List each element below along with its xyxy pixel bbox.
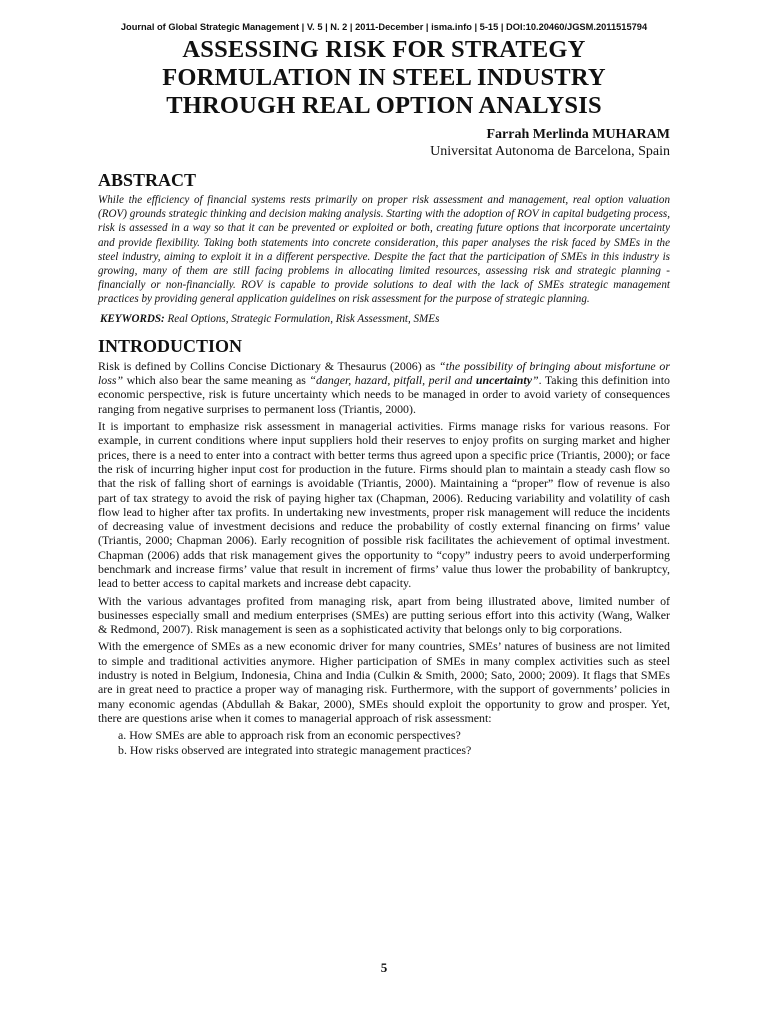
intro-paragraph-4: With the emergence of SMEs as a new economic driver for many countries, SMEs’ natures of business are not limited to simple and traditional activities anymore. Higher participation of SMEs in many complex activities such as steel industry is noted in Belgium, Indonesia, China and India (Culkin & Smith, 2000; Sato, 2000; 2009). It flags that SMEs are in great need to practice a proper way of managing risk. Furthermore, with the support of governments’ policies in many economic agendas (Abdullah & Bakar, 2000), SMEs should exploit the opportunity to grow and prosper. Yet, there are questions arise when it comes to managerial approach of risk assessment: (98, 639, 670, 725)
keywords-text: Real Options, Strategic Formulation, Risk Assessment, SMEs (164, 312, 440, 325)
author-affiliation: Universitat Autonoma de Barcelona, Spain (430, 144, 670, 159)
keywords-label: KEYWORDS: (100, 312, 165, 325)
introduction-heading: INTRODUCTION (98, 335, 243, 356)
intro-paragraph-3: With the various advantages profited from managing risk, apart from being illustrated above, limited number of businesses especially small and medium enterprises (SMEs) are putting serious effort into this activity (Wang, Walker & Redmond, 2007). Risk management is seen as a sophisticated activity that belongs only to big corporations. (98, 593, 670, 637)
title-line: ASSESSING RISK FOR STRATEGY (182, 36, 586, 63)
keywords (98, 312, 670, 326)
research-questions (98, 728, 670, 757)
author-name: Farrah Merlinda MUHARAM (486, 127, 670, 142)
quote-emphasis: uncertainty (475, 373, 532, 388)
paper-page (98, 22, 670, 757)
abstract-text: While the efficiency of financial systems rests primarily on proper risk assessment and management, real option valuation (ROV) grounds strategic thinking and decision making analysis. Starting with the adoption of ROV in capital budgeting process, risk is assessed in a way so that it can be prevented or exploited or both, creating future options that incorporate uncertainty and provide flexibility. Taking both statements into concrete consideration, this paper analyses the risk faced by SMEs in the steel industry, aiming to exploit it in a different perspective. Despite the fact that the participation of SMEs in this industry is growing, many of them are still facing problems in allocating limited resources, assessing risk and strategic planning - financially or non-financially. ROV is capable to provide solutions to deal with the lack of SMEs strategic management practices by providing general application guidelines on risk assessment for the purpose of strategic planning. (98, 194, 670, 306)
title-line: THROUGH REAL OPTION ANALYSIS (166, 92, 602, 119)
quote-end: ” (532, 373, 539, 388)
list-item: b. How risks observed are integrated into strategic management practices? (118, 742, 472, 757)
journal-header: Journal of Global Strategic Management | V. 5 | N. 2 | 2011-December | isma.info | 5-15 | DOI:10.20460/JGSM.2011515794 (120, 22, 648, 32)
intro-paragraph-1 (98, 359, 670, 416)
paper-title (98, 36, 670, 120)
intro-paragraph-2: It is important to emphasize risk assessment in managerial activities. Firms manage risks for various reasons. For example, in current conditions where input suppliers hold their reserves to enjoy profits on surging market and higher prices, there is a need to enter into a contract with better terms thus agreed upon a specific price (Triantis, 2000); or face the risk of incurring higher input cost for production in the future. Firms should plan to maintain a steady cash flow so that the risk of falling short of earnings is avoidable (Triantis, 2000). Maintaining a “proper” flow of revenue is also part of tax strategy to avoid the risk of paying higher tax (Chapman, 2006). Reducing variability and volatility of cash flow lead to higher after tax profits. In undertaking new investments, proper risk management will reduce the incidents of decreasing value of investment decisions and reduce the probability of costly external financing on firms’ value (Triantis, 2000; Chapman 2006). Early recognition of possible risk facilitates the achievement of optimal investment. Chapman (2006) adds that risk management gives the opportunity to “copy” industry peers to avoid underperforming benchmark and increase firms’ value that result in increment of firms’ value thus lower the probability of bankruptcy, lead to better access to capital markets and increase debt capacity. (98, 419, 670, 591)
text-span: . Taking this definition into economic perspective, risk is future uncertainty which needs to be managed in order to avoid variety of consequences ranging from negative surprises to permanent loss (Triantis, 2000). (98, 373, 670, 416)
list-item: a. How SMEs are able to approach risk from an economic perspectives? (118, 728, 461, 743)
quote-definition: “the possibility of bringing about misfortune or loss” (98, 358, 670, 388)
page-number: 5 (380, 960, 388, 975)
quote-synonyms: “danger, hazard, pitfall, peril and (309, 373, 476, 388)
title-line: FORMULATION IN STEEL INDUSTRY (162, 64, 606, 91)
text-span: Risk is defined by Collins Concise Dictionary & Thesaurus (2006) as (98, 358, 440, 373)
text-span: which also bear the same meaning as (123, 373, 310, 388)
abstract-heading: ABSTRACT (98, 170, 197, 190)
